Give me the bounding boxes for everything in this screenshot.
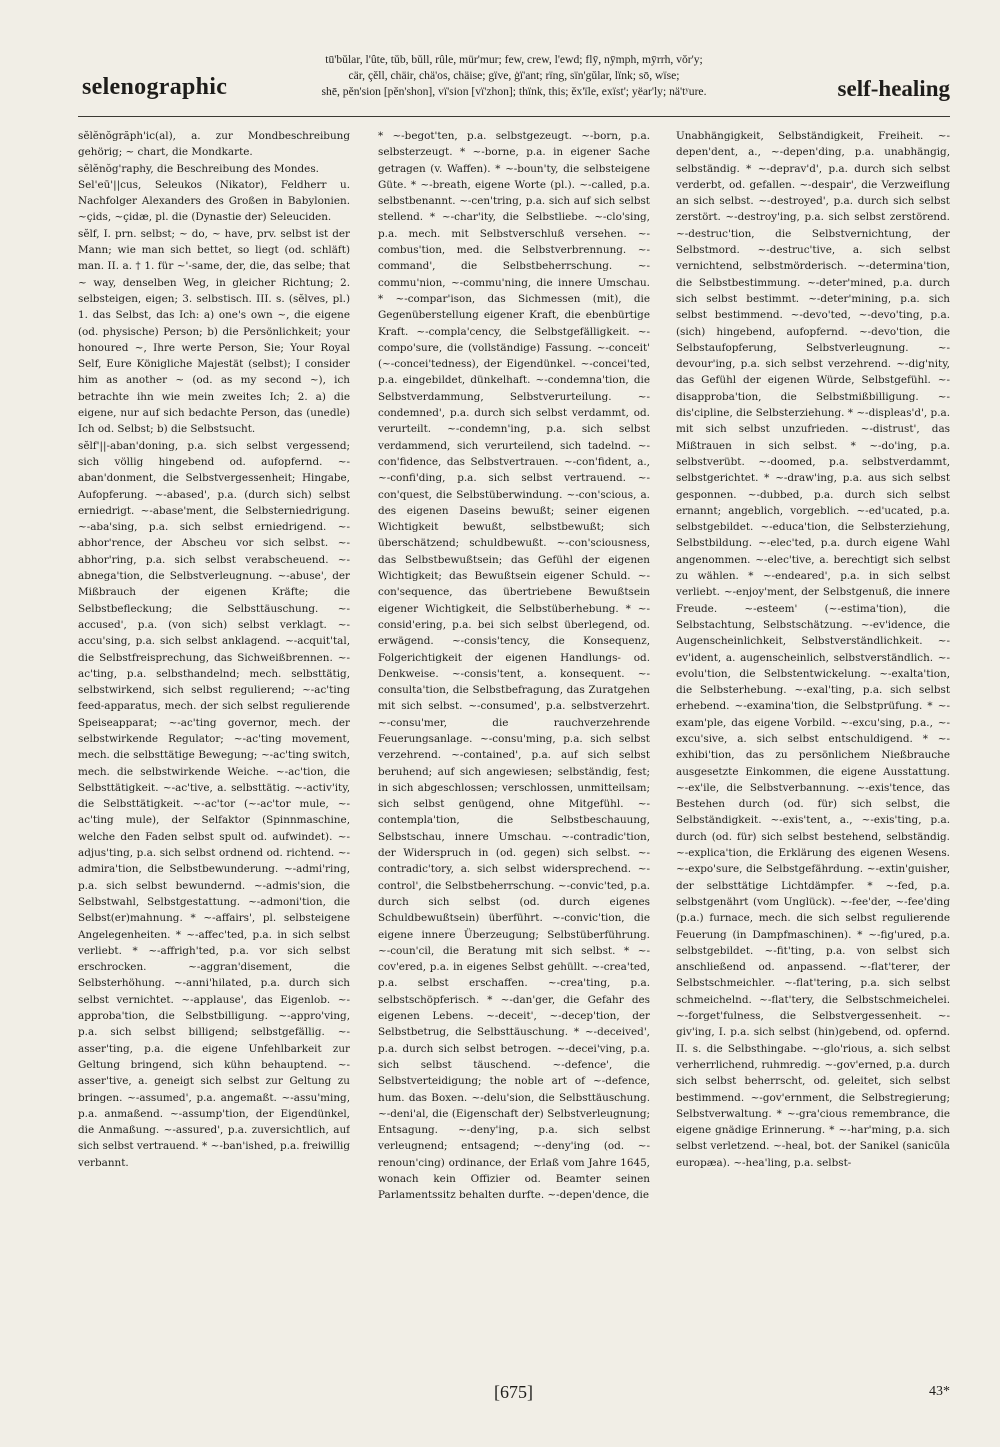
pronunciation-key-line: cär, çĕll, chäir, chä'os, chäise; gïve, ġï'ant; rïng, sïn'gŭlar, lïnk; sō, wïse; <box>348 69 680 82</box>
left-running-headword: selenographic <box>82 74 228 100</box>
entry-paragraph: sĕlf, I. prn. selbst; ~ do, ~ have, prv. selbst ist der Mann; wie man sich bettet, so liegt (od. schläft) man. II. a. † 1. für ~'-same, der, die, das selbe; that ~ way, denselben Weg, in gleicher Richtung; 2. selbsteigen, eigen; 3. selbstisch. III. s. (sĕlves, pl.) 1. das Selbst, das Ich: a) one's own ~, die eigene (od. physische) Person; b) die Persönlichkeit; your honoured ~, Ihre werte Person, Sie; Your Royal Self, Eure Königliche Majestät (selbst); I consider him as another ~ (od. as my second ~), ich betrachte ihn wie mein zweites Ich; 2. a) die eigene, nur auf sich bedachte Person, das (unedle) Ich od. Selbst; b) die Selbstsucht. <box>78 227 350 436</box>
pronunciation-key-line: shē, pĕn'sion [pĕn'shon], vï'sion [vï'zhon]; thïnk, this; ĕx'ïle, exïst'; yëar'ly; nä'tʸure. <box>321 85 707 98</box>
right-running-headword: self-healing <box>837 76 950 101</box>
page-number: [675] <box>494 1382 533 1402</box>
page-header <box>70 52 950 112</box>
header-rule <box>78 116 950 117</box>
entry-paragraph: sĕlĕnŏg'raphy, die Beschreibung des Mondes. <box>78 162 319 175</box>
column-1 <box>78 128 350 1358</box>
pronunciation-key-line: tū'bŭlar, l'ûte, tŭb, bŭll, rûle, mür'mur; few, crew, l'ewd; flȳ, nȳmph, mȳrrh, vŏr'y; <box>325 53 703 66</box>
entry-paragraph: * ~-begot'ten, p.a. selbstgezeugt. ~-born, p.a. selbsterzeugt. * ~-borne, p.a. in eigener Sache getragen (v. Waffen). * ~-boun'ty, die selbsteigene Güte. * ~-breath, eigene Worte (pl.). ~-called, p.a. selbstbenannt. ~-cen'tring, p.a. sich auf sich selbst stellend. * ~-char'ity, die Selbstliebe. ~-clo'sing, p.a. mech. mit Selbstverschluß versehen. ~-combus'tion, med. die Selbstverbrennung. ~-command', die Selbstbeherrschung. ~-commu'nion, ~-commu'ning, die innere Umschau. * ~-compar'ison, das Sichmessen (mit), die Gegenüberstellung eigener Kraft, die ebenbürtige Kraft. ~-compla'cency, die Selbstgefälligkeit. ~-compo'sure, die (vollständige) Fassung. ~-conceit' (~-concei'tedness), der Eigendünkel. ~-concei'ted, p.a. eingebildet, dünkelhaft. ~-condemna'tion, die Selbstverdammung, Selbstverurteilung. ~-condemned', p.a. durch sich selbst verdammt, od. verurteilt. ~-condemn'ing, p.a. sich selbst verdammend, sich verurteilend, sich tadelnd. ~-con'fidence, das Selbstvertrauen. ~-con'fident, a., ~-confi'ding, p.a. sich selbst vertrauend. ~-con'quest, die Selbstüberwindung. ~-con'scious, a. des eigenen Daseins bewußt; seiner eigenen Wichtigkeit bewußt, selbstbewußt; sich überschätzend; schuldbewußt. ~-con'sciousness, das Selbstbewußtsein; das Gefühl der eigenen Wichtigkeit; das Bewußtsein eigener Schuld. ~-con'sequence, das übertriebene Bewußtsein eigener Wichtigkeit, die Selbstüberhebung. * ~-consid'ering, p.a. bei sich selbst überlegend, od. erwägend. ~-consis'tency, die Konsequenz, Folgerichtigkeit der eigenen Handlungs- od. Denkweise. ~-consis'tent, a. konsequent. ~-consulta'tion, die Selbstbefragung, das Zuratgehen mit sich selbst. ~-consumed', p.a. selbstverzehrt. ~-consu'mer, die rauchverzehrende Feuerungsanlage. ~-consu'ming, p.a. sich selbst verzehrend. ~-contained', p.a. auf sich selbst beruhend; auf sich angewiesen; selbständig, fest; in sich abgeschlossen; verschlossen, unmitteilsam; sich selbst genügend, ohne Mitgefühl. ~-contempla'tion, die Selbstbeschauung, Selbstschau, innere Umschau. ~-contradic'tion, der Widerspruch in (od. gegen) sich selbst. ~-contradic'tory, a. sich selbst widersprechend. ~-control', die Selbstbeherrschung. ~-convic'ted, p.a. durch sich selbst (od. durch eigenes Schuldbewußtsein) überführt. ~-convic'tion, die eigene innere Überzeugung; Selbstüberführung. ~-coun'cil, die Beratung mit sich selbst. * ~-cov'ered, p.a. in eigenes Selbst gehüllt. ~-crea'ted, p.a. selbst erschaffen. ~-crea'ting, p.a. selbstschöpferisch. * ~-dan'ger, die Gefahr des eigenen Lebens. ~-deceit', ~-decep'tion, der Selbstbetrug, die Selbsttäuschung. * ~-deceived', p.a. durch sich selbst betrogen. ~-decei'ving, p.a. sich selbst täuschend. ~-defence', die Selbstverteidigung; the noble art of ~-defence, hum. das Boxen. ~-delu'sion, die Selbsttäuschung. ~-deni'al, die (Eigenschaft der) Selbstverleugnung; Entsagung. ~-deny'ing, p.a. sich selbst verleugnend; entsagend; ~-deny'ing (od. ~-renoun'cing) ordinance, der Erlaß vom Jahre 1645, wonach kein Offizier od. Beamter seinen Parlamentssitz behalten durfte. ~-depen'dence, die <box>378 130 650 1202</box>
entry-paragraph: Unabhängigkeit, Selbständigkeit, Freiheit. ~-depen'dent, a., ~-depen'ding, p.a. unabhängig, selbständig. * ~-deprav'd', p.a. durch sich selbst verderbt, od. gefallen. ~-despair', die Verzweiflung an sich selbst. ~-destroyed', p.a. durch sich selbst zerstört. ~-destroy'ing, p.a. sich selbst zerstörend. ~-destruc'tion, die Selbstvernichtung, der Selbstmord. ~-destruc'tive, a. sich selbst vernichtend, selbstmörderisch. ~-determina'tion, die Selbstbestimmung. ~-deter'mined, p.a. durch sich selbst bestimmt. ~-deter'mining, p.a. sich selbst bestimmend. ~-devo'ted, ~-devo'ting, p.a. (sich) hingebend, aufopfernd. ~-devo'tion, die Selbstaufopferung, Selbstverleugnung. ~-devour'ing, p.a. sich selbst verzehrend. ~-dig'nity, das Gefühl der eigenen Würde, Selbstgefühl. ~-disapproba'tion, die Selbstmißbilligung. ~-dis'cipline, die Selbsterziehung. * ~-displeas'd', p.a. mit sich selbst unzufrieden. ~-distrust', das Mißtrauen in sich selbst. * ~-do'ing, p.a. selbstverübt. ~-doomed, p.a. selbstverdammt, selbstgerichtet. * ~-draw'ing, p.a. aus sich selbst gesponnen. ~-dubbed, p.a. durch sich selbst ernannt; angeblich, vorgeblich. ~-ed'ucated, p.a. selbstgebildet. ~-educa'tion, die Selbsterziehung, Selbstbildung. ~-elec'ted, p.a. durch eigene Wahl angenommen. ~-elec'tive, a. berechtigt sich selbst zu wählen. * ~-endeared', p.a. in sich selbst verliebt. ~-enjoy'ment, der Selbstgenuß, die innere Freude. ~-esteem' (~-estima'tion), die Selbstachtung, Selbstschätzung. ~-ev'idence, die Augenscheinlichkeit, Selbstverständlichkeit. ~-ev'ident, a. augenscheinlich, selbstverständlich. ~-evolu'tion, die Selbstentwickelung. ~-exalta'tion, die Selbsterhebung. ~-exal'ting, p.a. sich selbst erhebend. ~-examina'tion, die Selbstprüfung. * ~-exam'ple, das eigene Vorbild. ~-excu'sing, p.a., ~-excu'sive, a. sich selbst entschuldigend. * ~-exhibi'tion, das zu persönlichem Nießbrauche ausgesetzte Einkommen, die eigene Ausstattung. ~-ex'ile, die Selbstverbannung. ~-exis'tence, das Bestehen durch (od. für) sich selbst, die Selbständigkeit. ~-exis'tent, a., ~-exis'ting, p.a. durch (od. für) sich selbst bestehend, selbständig. ~-explica'tion, die Erklärung des eigenen Wesens. ~-expo'sure, die Selbstgefährdung. ~-extin'guisher, der selbsttätige Lichtdämpfer. * ~-fed, p.a. selbstgenährt (vom Unglück). ~-fee'der, ~-fee'ding (p.a.) furnace, mech. die sich selbst regulierende Feuerung (in Dampfmaschinen). * ~-fig'ured, p.a. selbstgebildet. ~-fit'ting, p.a. von selbst sich anschließend od. anpassend. ~-flat'terer, der Selbstschmeichler. ~-flat'tering, p.a. sich selbst schmeichelnd. ~-flat'tery, die Selbstschmeichelei. ~-forget'fulness, die Selbstvergessenheit. ~-giv'ing, I. p.a. sich selbst (hin)gebend, od. opfernd. II. s. die Selbsthingabe. ~-glo'rious, a. sich selbst verherrlichend, ruhmredig. ~-gov'erned, p.a. durch sich selbst beherrscht, od. geleitet, sich selbst bestimmend. ~-gov'ernment, die Selbstregierung; Selbstverwaltung. * ~-gra'cious remembrance, die eigene gnädige Erinnerung. * ~-har'ming, p.a. sich selbst verletzend. ~-heal, bot. der Sanikel (sanicūla europæa). ~-hea'ling, p.a. selbst- <box>676 130 950 1169</box>
column-3 <box>676 128 950 1358</box>
entry-paragraph: Sel'eū'||cus, Seleukos (Nikator), Feldherr u. Nachfolger Alexanders des Großen in Babylonien. ~çids, ~çidæ, pl. die (Dynastie der) Seleuciden. <box>78 178 350 224</box>
page-footer <box>70 1382 950 1410</box>
pronunciation-key <box>234 52 794 100</box>
dictionary-page <box>70 52 950 1412</box>
dictionary-columns <box>78 128 950 1358</box>
entry-paragraph: sĕlĕnŏgrăph'ic(al), a. zur Mondbeschreibung gehörig; ~ chart, die Mondkarte. <box>78 130 350 159</box>
entry-paragraph: sĕlf'||-aban'doning, p.a. sich selbst vergessend; sich völlig hingebend od. aufopfernd. ~-aban'donment, die Selbstvergessenheit; Hingabe, Aufopferung. ~-abased', p.a. (durch sich) selbst erniedrigt. ~-abase'ment, die Selbsterniedrigung. ~-aba'sing, p.a. sich selbst erniedrigend. ~-abhor'rence, der Abscheu vor sich selbst. ~-abhor'ring, p.a. sich selbst verabscheuend. ~-abnega'tion, die Selbstverleugnung. ~-abuse', der Mißbrauch der eigenen Kräfte; die Selbstbefleckung; die Selbsttäuschung. ~-accused', p.a. (von sich) selbst verklagt. ~-accu'sing, p.a. sich selbst anklagend. ~-acquit'tal, die Selbstfreisprechung, das Sichweißbrennen. ~-ac'ting, p.a. selbsthandelnd; mech. selbsttätig, selbstwirkend, sich selbst regulierend; ~-ac'ting feed-apparatus, mech. der sich selbst regulierende Speiseapparat; ~-ac'ting governor, mech. der selbstwirkende Regulator; ~-ac'ting movement, mech. die selbsttätige Bewegung; ~-ac'ting switch, mech. die selbstwirkende Weiche. ~-ac'tion, die Selbsttätigkeit. ~-ac'tive, a. selbsttätig. ~-activ'ity, die Selbsttätigkeit. ~-ac'tor (~-ac'tor mule, ~-ac'ting mule), der Selfaktor (Spinnmaschine, welche den Faden selbst spult od. aufwindet). ~-adjus'ting, p.a. sich selbst ordnend od. richtend. ~-admira'tion, die Selbstbewunderung. ~-admi'ring, p.a. sich selbst bewundernd. ~-admis'sion, die Selbstwahl, Selbstgestattung. ~-admoni'tion, die Selbst(er)mahnung. * ~-affairs', pl. selbsteigene Angelegenheiten. * ~-affec'ted, p.a. in sich selbst verliebt. * ~-affrigh'ted, p.a. vor sich selbst erschrocken. ~-aggran'disement, die Selbsterhöhung. ~-anni'hilated, p.a. durch sich selbst vernichtet. ~-applause', das Eigenlob. ~-approba'tion, die Selbstbilligung. ~-appro'ving, p.a. sich selbst billigend; selbstgefällig. ~-asser'ting, p.a. die eigene Unfehlbarkeit zur Geltung bringend, sich kühn behauptend. ~-asser'tive, a. geneigt sich selbst zur Geltung zu bringen. ~-assumed', p.a. angemaßt. ~-assu'ming, p.a. anmaßend. ~-assump'tion, der Eigendünkel, die Anmaßung. ~-assured', p.a. zuversichtlich, auf sich selbst vertrauend. * ~-ban'ished, p.a. freiwillig verbannt. <box>78 439 350 1169</box>
column-2 <box>378 128 650 1358</box>
signature-mark: 43* <box>929 1384 950 1399</box>
